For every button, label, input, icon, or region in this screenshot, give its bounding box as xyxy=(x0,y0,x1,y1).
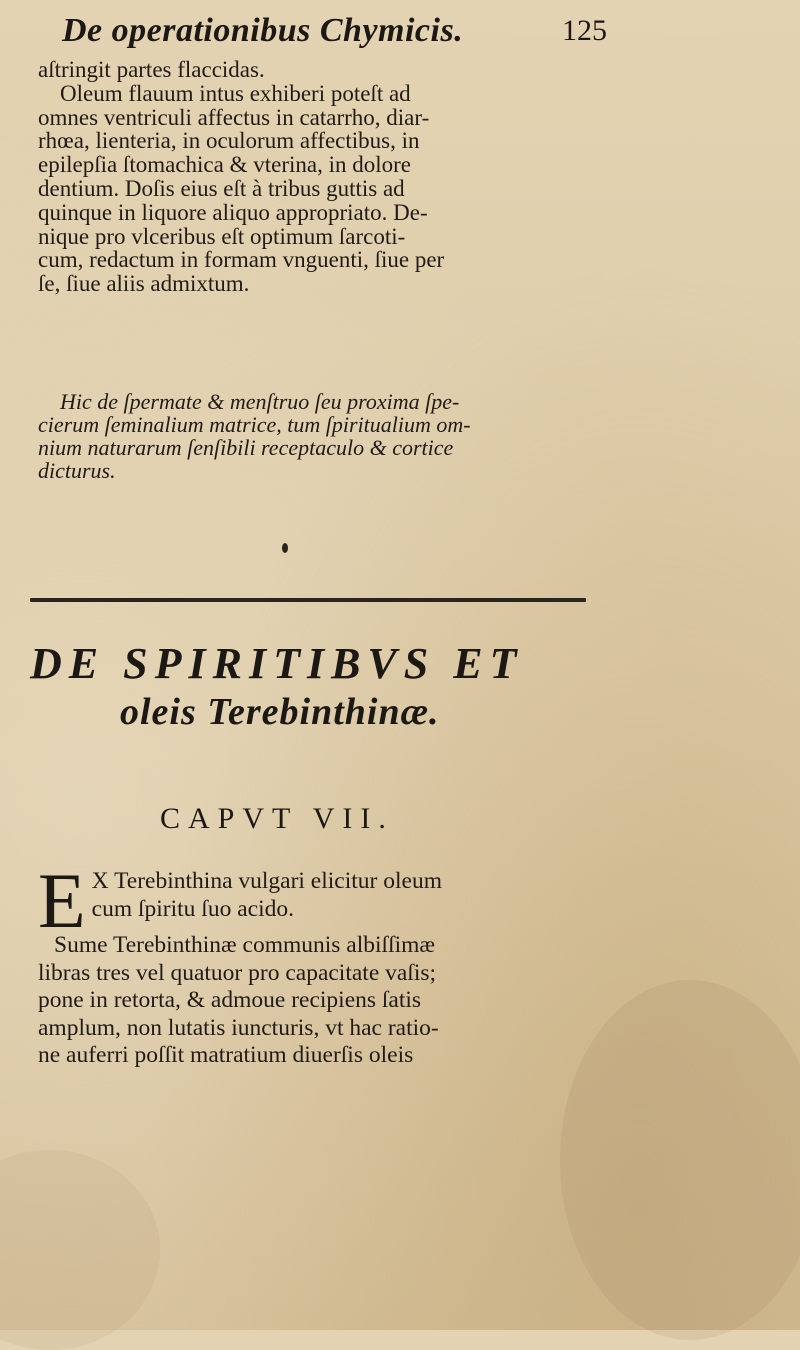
italic-line: nium naturarum ſenſibili receptaculo & cortice xyxy=(38,435,454,460)
section-rule xyxy=(30,598,586,602)
text-line: pone in retorta, & admoue recipiens ſatis xyxy=(38,987,422,1014)
italic-line: dicturus. xyxy=(38,458,116,483)
paragraph-oleum xyxy=(38,58,598,296)
paragraph-terebinthina xyxy=(38,857,618,1070)
text-line: dentium. Doſis eius eſt à tribus guttis ad xyxy=(38,175,405,201)
text-line: X Terebinthina vulgari elicitur oleum xyxy=(91,868,442,894)
text-line: aſtringit partes flaccidas. xyxy=(38,57,265,82)
text-line: cum, redactum in formam vnguenti, ſiue per xyxy=(38,247,445,273)
text-line: rhœa, lienteria, in oculorum affectibus, in xyxy=(38,128,420,154)
text-line: nique pro vlceribus eſt optimum ſarcoti- xyxy=(38,223,406,249)
italic-line: Hic de ſpermate & menſtruo ſeu proxima ſpe- xyxy=(60,389,460,414)
section-heading: DE SPIRITIBVS ET xyxy=(30,639,524,688)
running-title: De operationibus Chymicis. xyxy=(62,12,464,49)
text-line: Oleum flauum intus exhiberi poteſt ad xyxy=(60,80,411,106)
italic-line: cierum ſeminalium matrice, tum ſpiritualium om- xyxy=(38,412,471,437)
section-subheading: oleis Terebinthinæ. xyxy=(120,691,440,733)
text-line: ne auferri poſſit matratium diuerſis oleis xyxy=(38,1042,414,1069)
ornament-dot xyxy=(282,543,288,553)
text-line: amplum, non lutatis iuncturis, vt hac ratio- xyxy=(38,1014,439,1041)
text-line: Sume Terebinthinæ communis albiſſimæ xyxy=(54,932,436,958)
paper-stain xyxy=(0,1150,160,1350)
text-line: cum ſpiritu ſuo acido. xyxy=(91,895,294,922)
italic-note xyxy=(38,390,598,482)
page-number: 125 xyxy=(562,14,607,47)
text-line: quinque in liquore aliquo appropriato. De- xyxy=(38,199,428,225)
chapter-label: CAPVT VII. xyxy=(160,802,394,835)
text-line: libras tres vel quatuor pro capacitate vaſis; xyxy=(38,959,437,986)
running-head xyxy=(62,8,622,58)
text-line: omnes ventriculi affectus in catarrho, diar- xyxy=(38,104,430,130)
text-line: epilepſia ſtomachica & vterina, in dolore xyxy=(38,152,411,178)
drop-cap: E xyxy=(38,857,86,944)
text-line: ſe, ſiue aliis admixtum. xyxy=(38,271,250,297)
